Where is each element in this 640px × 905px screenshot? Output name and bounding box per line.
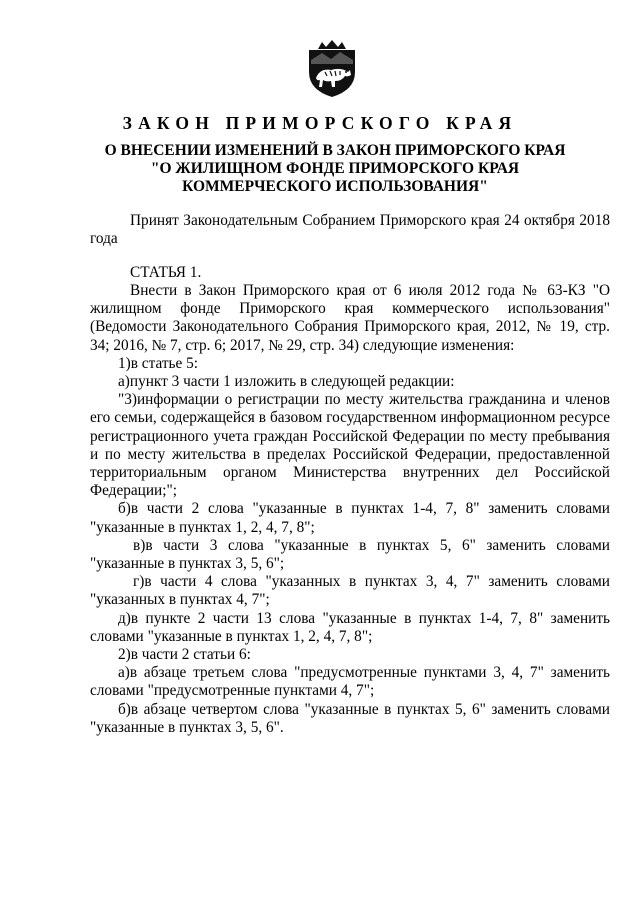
article-heading: СТАТЬЯ 1. xyxy=(130,264,202,281)
list-item: г)в части 4 слова "указанных в пунктах 3, 4, 7" заменить словами "указанных в пунктах 4, 7"; xyxy=(90,573,610,609)
law-title: ЗАКОН ПРИМОРСКОГО КРАЯ xyxy=(122,113,518,133)
list-item: б)в абзаце четвертом слова "указанные в пунктах 5, 6" заменить словами "указанные в пунктах 3, 5, 6". xyxy=(90,700,610,736)
article-body xyxy=(90,282,610,737)
subtitle-line: "О ЖИЛИЩНОМ ФОНДЕ ПРИМОРСКОГО КРАЯ xyxy=(150,160,520,177)
subtitle-line: О ВНЕСЕНИИ ИЗМЕНЕНИЙ В ЗАКОН ПРИМОРСКОГО КРАЯ xyxy=(104,142,566,159)
list-item: 2)в части 2 статьи 6: xyxy=(118,646,251,664)
article-heading-block xyxy=(90,264,610,282)
list-item: д)в пункте 2 части 13 слова "указанные в пунктах 1-4, 7, 8" заменить словами "указанные в пунктах 1, 2, 4, 7, 8"; xyxy=(90,609,610,645)
list-item: "3)информации о регистрации по месту жительства гражданина и членов его семьи, содержащейся в базовом государственном информационном ресурсе регистрационного учета граждан Российской Федерации по месту пребывания и по месту жительства в пределах Российской Федерации, предоставленной территориальным органом Министерства внутренних дел Российской Федерации;"; xyxy=(90,391,610,500)
adoption-text: Принят Законодательным Собранием Приморского края 24 октября 2018 года xyxy=(90,212,610,248)
law-subtitle xyxy=(90,142,580,196)
subtitle-line: КОММЕРЧЕСКОГО ИСПОЛЬЗОВАНИЯ" xyxy=(182,178,488,195)
list-item: а)в абзаце третьем слова "предусмотренные пунктами 3, 4, 7" заменить словами "предусмотренные пунктами 4, 7"; xyxy=(90,664,610,700)
list-item: а)пункт 3 части 1 изложить в следующей редакции: xyxy=(118,373,455,391)
primorye-coat-of-arms-icon xyxy=(305,40,359,98)
list-item: б)в части 2 слова "указанные в пунктах 1-4, 7, 8" заменить словами "указанные в пунктах 1, 2, 4, 7, 8"; xyxy=(90,500,610,536)
list-item: в)в части 3 слова "указанные в пунктах 5, 6" заменить словами "указанные в пунктах 3, 5, 6"; xyxy=(90,536,610,573)
adoption-note xyxy=(90,212,610,248)
article-intro: Внести в Закон Приморского края от 6 июля 2012 года № 63-КЗ "О жилищном фонде Приморского края коммерческого использования" (Ведомости Законодательного Собрания Приморского края, 2012, № 19, стр. 34; 2016, № 7, стр. 6; 2017, № 29, стр. 34) следующие изменения: xyxy=(90,282,610,354)
list-item: 1)в статье 5: xyxy=(118,354,199,372)
